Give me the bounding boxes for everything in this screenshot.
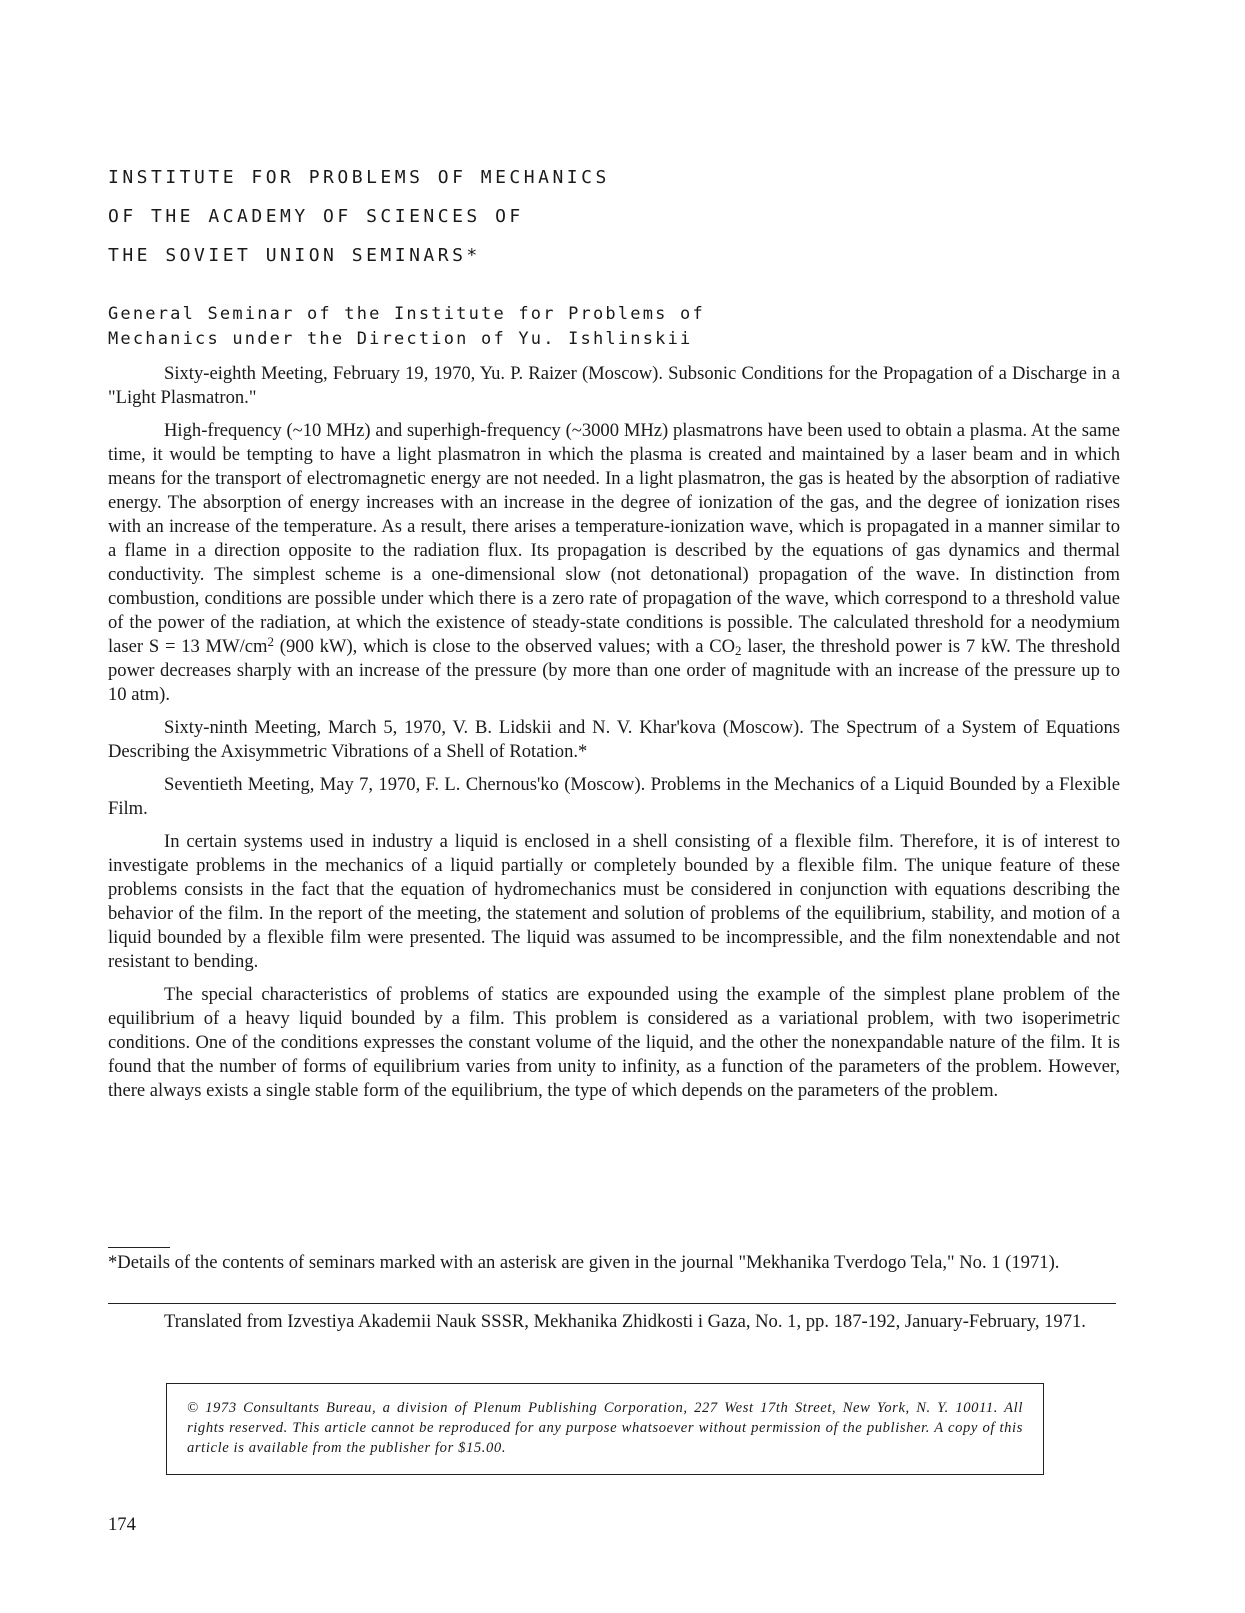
subtitle-line-1: General Seminar of the Institute for Problems of — [108, 304, 705, 324]
footnote: *Details of the contents of seminars marked with an asterisk are given in the journal "Mekhanika Tverdogo Tela," No. 1 (1971). — [108, 1252, 1060, 1273]
meeting-70-heading: Seventieth Meeting, May 7, 1970, F. L. Chernous'ko (Moscow). Problems in the Mechanics of a Liquid Bounded by a Flexible Film. — [108, 774, 1120, 819]
meeting-70-abstract-1: In certain systems used in industry a liquid is enclosed in a shell consisting of a flexible film. Therefore, it is of interest to investigate problems in the mechanics of a liquid partially or completely bounded by a flexible film. The unique feature of these problems consists in the fact that the equation of hydromechanics must be considered in conjunction with equations describing the behavior of the film. In the report of the meeting, the statement and solution of problems of the equilibrium, stability, and motion of a liquid bounded by a flexible film were presented. The liquid was assumed to be incompressible, and the film nonextendable and not resistant to bending. — [108, 831, 1120, 972]
institute-title — [108, 158, 610, 275]
subtitle-line-2: Mechanics under the Direction of Yu. Ishlinskii — [108, 329, 693, 349]
page-number: 174 — [108, 1514, 136, 1535]
meeting-68-abstract: High-frequency (~10 MHz) and superhigh-frequency (~3000 MHz) plasmatrons have been used to obtain a plasma. At the same time, it would be tempting to have a light plasmatron in which the plasma is created and maintained by a laser beam and in which means for the transport of electromagnetic energy are not needed. In a light plasmatron, the gas is heated by the absorption of radiative energy. The absorption of energy increases with an increase in the degree of ionization of the gas, and the degree of ionization rises with an increase of the temperature. As a result, there arises a temperature-ionization wave, which is propagated in a manner similar to a flame in a direction opposite to the radiation flux. Its propagation is described by the equations of gas dynamics and thermal conductivity. The simplest scheme is a one-dimensional slow (not detonational) propagation of the wave. In distinction from combustion, conditions are possible under which there is a zero rate of propagation of the wave, which correspond to a threshold value of the power of the radiation, at which the existence of steady-state conditions is possible. The calculated threshold for a neodymium laser S = 13 $MW/cm^2$ (900 kW), which is close to the observed values; with a $CO_2$ laser, the threshold power is 7 kW. The threshold power decreases sharply with an increase of the pressure (by more than one order of magnitude with an increase of the pressure up to 10 atm). — [108, 420, 1121, 705]
translation-note: Translated from Izvestiya Akademii Nauk SSSR, Mekhanika Zhidkosti i Gaza, No. 1, pp. 187-192, January-February, 1971. — [164, 1311, 1086, 1332]
title-line-3: THE SOVIET UNION SEMINARS* — [108, 245, 481, 266]
meeting-68-heading: Sixty-eighth Meeting, February 19, 1970, Yu. P. Raizer (Moscow). Subsonic Conditions for the Propagation of a Discharge in a "Light Plasmatron." — [108, 363, 1120, 408]
seminar-subtitle — [108, 302, 705, 352]
meeting-69-heading: Sixty-ninth Meeting, March 5, 1970, V. B. Lidskii and N. V. Khar'kova (Moscow). The Spectrum of a System of Equations Describing the Axisymmetric Vibrations of a Shell of Rotation.* — [108, 717, 1120, 762]
meeting-70-abstract-2: The special characteristics of problems of statics are expounded using the example of the simplest plane problem of the equilibrium of a heavy liquid bounded by a film. This problem is considered as a variational problem, with two isoperimetric conditions. One of the conditions expresses the constant volume of the liquid, and the other the nonexpandable nature of the film. It is found that the number of forms of equilibrium varies from unity to infinity, as a function of the parameters of the problem. However, there always exists a single stable form of the equilibrium, the type of which depends on the parameters of the problem. — [108, 984, 1120, 1101]
translation-divider — [108, 1303, 1116, 1304]
title-line-1: INSTITUTE FOR PROBLEMS OF MECHANICS — [108, 167, 610, 188]
article-body — [108, 362, 1120, 1112]
copyright-box: © 1973 Consultants Bureau, a division of Plenum Publishing Corporation, 227 West 17th Street, New York, N. Y. 10011. All rights reserved. This article cannot be reproduced for any purpose whatsoever without permission of the publisher. A copy of this article is available from the publisher for $15.00. — [166, 1383, 1044, 1475]
footnote-divider — [108, 1247, 170, 1248]
title-line-2: OF THE ACADEMY OF SCIENCES OF — [108, 206, 524, 227]
